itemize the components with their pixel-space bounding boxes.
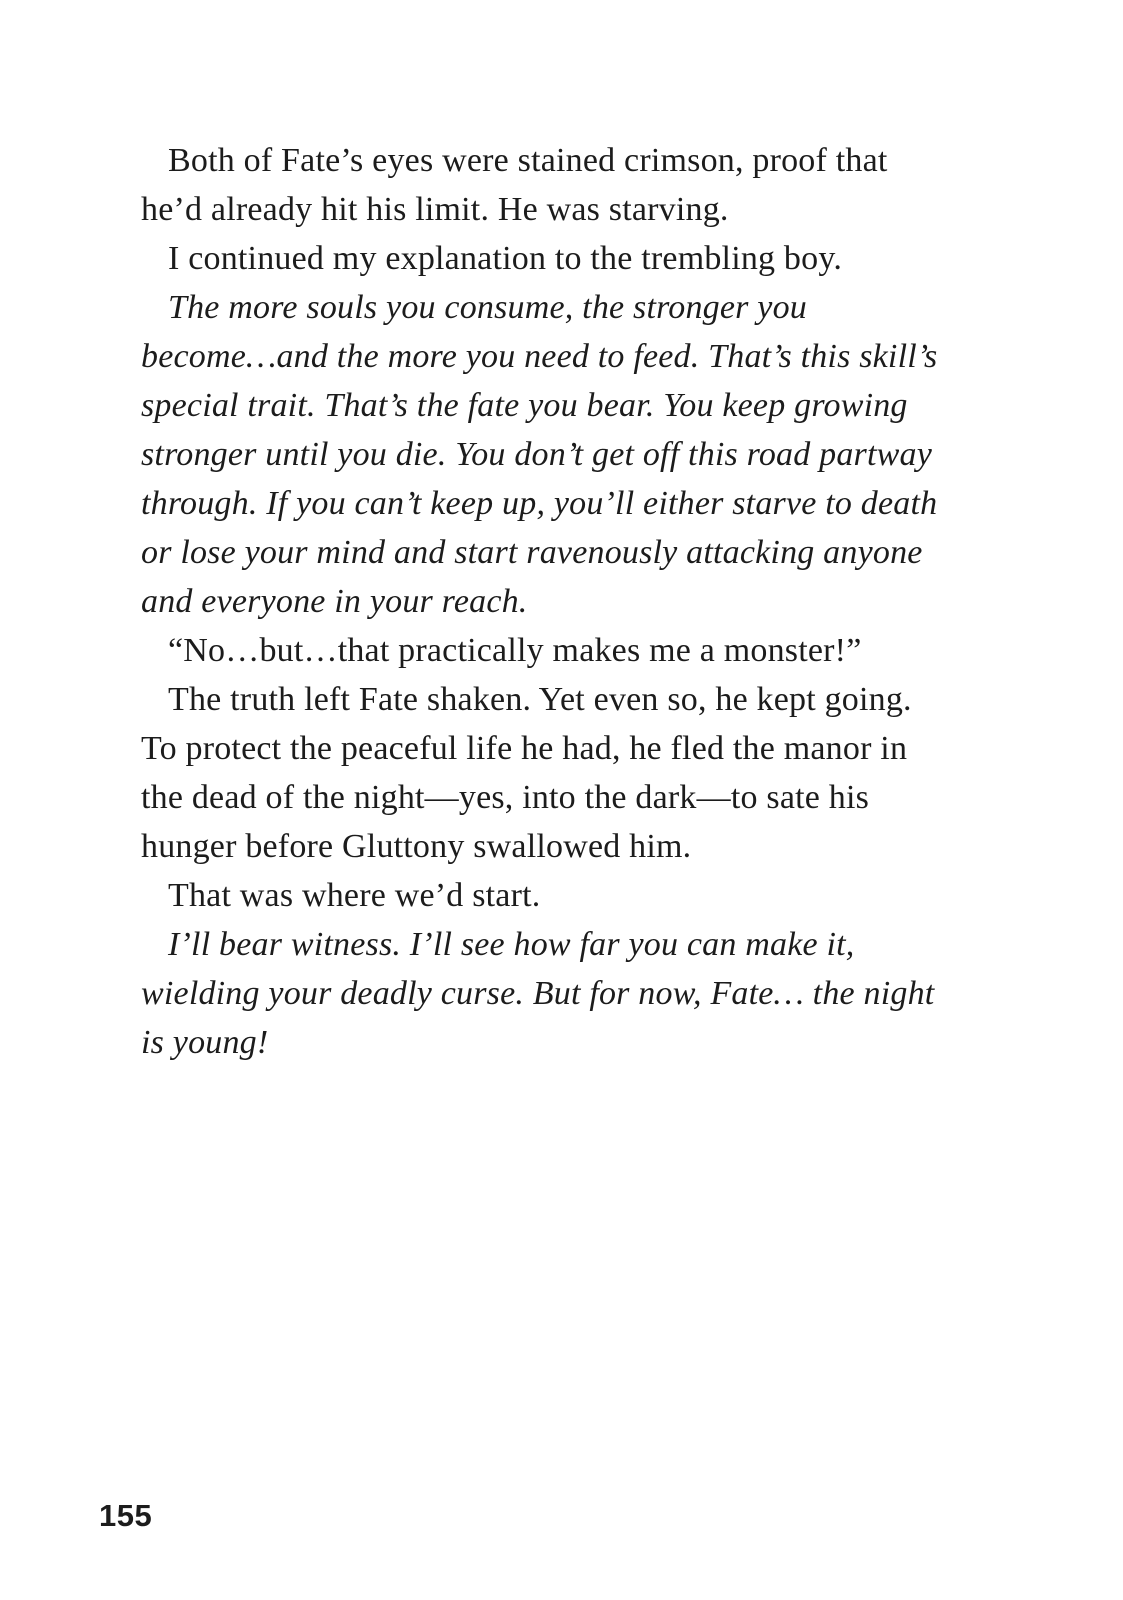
page-text (141, 136, 943, 1067)
paragraph: The truth left Fate shaken. Yet even so, he kept going. To protect the peaceful life he had, he fled the manor in the dead of the night—yes, into the dark—to sate his hunger before Gluttony swallowed him. (141, 681, 912, 865)
paragraph: I continued my explanation to the trembling boy. (168, 240, 843, 277)
paragraph: Both of Fate’s eyes were stained crimson, proof that he’d already hit his limit. He was starving. (141, 142, 888, 228)
paragraph: The more souls you consume, the stronger you become…and the more you need to feed. That’s this skill’s special trait. That’s the fate you bear. You keep growing stronger until you die. You don’t get off this road partway through. If you can’t keep up, you’ll either starve to death or lose your mind and start ravenously attacking anyone and everyone in your reach. (141, 289, 938, 620)
paragraph: I’ll bear witness. I’ll see how far you can make it, wielding your deadly curse. But for now, Fate… the night is young! (141, 926, 935, 1061)
page-number: 155 (99, 1498, 153, 1533)
paragraph: That was where we’d start. (168, 877, 541, 914)
paragraph: “No…but…that practically makes me a monster!” (168, 632, 862, 669)
